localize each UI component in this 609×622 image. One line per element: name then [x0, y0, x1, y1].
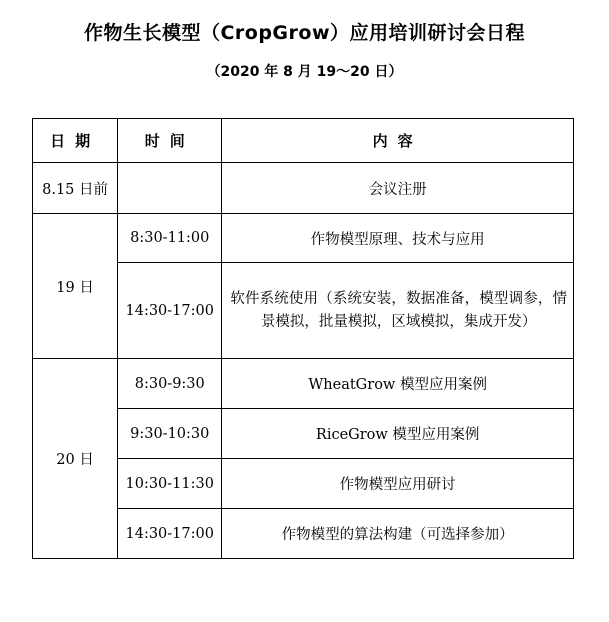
- content-cell: 作物模型的算法构建（可选择参加）: [222, 509, 574, 559]
- header-content: 内容: [222, 119, 574, 163]
- document-title: 作物生长模型（CropGrow）应用培训研讨会日程: [83, 22, 526, 44]
- date-cell: 20 日: [33, 359, 118, 559]
- content-cell: 作物模型应用研讨: [222, 459, 574, 509]
- time-cell: 14:30-17:00: [118, 263, 222, 359]
- time-cell: 10:30-11:30: [118, 459, 222, 509]
- time-cell: 9:30-10:30: [118, 409, 222, 459]
- time-cell: 14:30-17:00: [118, 509, 222, 559]
- document-subtitle: （2020 年 8 月 19～20 日）: [206, 64, 403, 80]
- content-cell: RiceGrow 模型应用案例: [222, 409, 574, 459]
- schedule-table: [32, 118, 574, 559]
- time-cell: 8:30-11:00: [118, 214, 222, 263]
- content-cell: WheatGrow 模型应用案例: [222, 359, 574, 409]
- date-cell: 19 日: [33, 214, 118, 359]
- content-cell: 作物模型原理、技术与应用: [222, 214, 574, 263]
- header-time: 时间: [118, 119, 222, 163]
- content-text: 软件系统使用（系统安装，数据准备，模型调参，情景模拟，批量模拟，区域模拟，集成开发）: [230, 290, 567, 330]
- date-cell: 8.15 日前: [33, 163, 118, 214]
- time-cell: [118, 163, 222, 214]
- content-cell: 会议注册: [222, 163, 574, 214]
- header-date: 日期: [33, 119, 118, 163]
- table-row: [33, 163, 574, 214]
- time-cell: 8:30-9:30: [118, 359, 222, 409]
- table-row: [33, 214, 574, 263]
- table-header-row: [33, 119, 574, 163]
- table-row: [33, 359, 574, 409]
- content-cell: [222, 263, 574, 359]
